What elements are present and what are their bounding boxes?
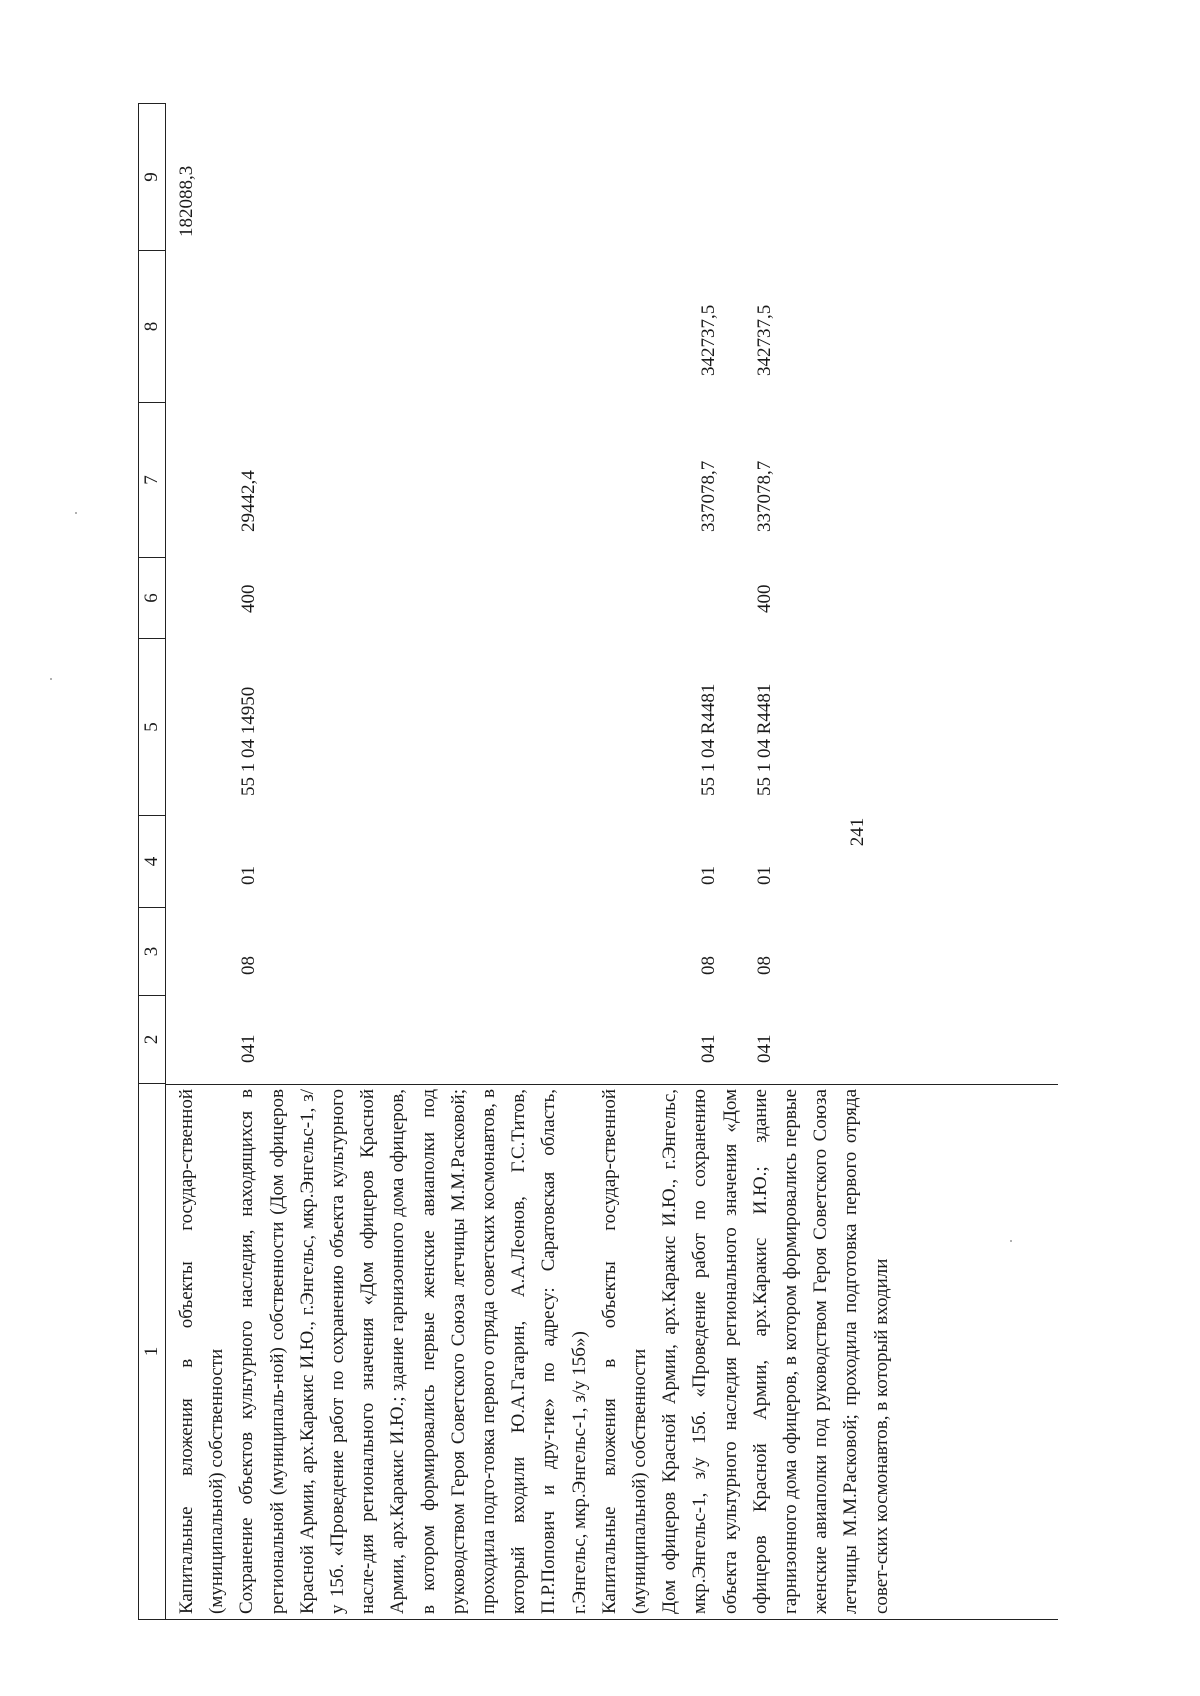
scan-speck [50, 678, 52, 680]
heritage-preservation-description: Сохранение объектов культурного наследия, находящихся в региональной (муниципаль-ной) собственности (Дом офицеров Красной Армии, арх.Каракис И.Ю., г.Энгельс, мкр.Энгельс-1, з/у 15б. «Проведение работ по сохранению объекта культурного насле-дия регионального значения «Дом офицеров Красной Армии, арх.Каракис И.Ю.; здание гарнизонного дома офицеров, в котором формировались первые женские авиаполки под руководством Героя Советского Союза летчицы М.М.Расковой; проходила подго-товка первого отряда советских космонавтов, в который входили Ю.А.Гагарин, А.А.Леонов, Г.С.Титов, П.Р.Попович и дру-гие» по адресу: Саратовская область, г.Энгельс, мкр.Энгельс-1, з/у 15б») [236, 1089, 590, 1614]
row2-subsection: 01 [238, 866, 259, 885]
row3-ministry-code: 041 [698, 1034, 719, 1063]
col-header-8: 8 [139, 251, 165, 403]
row3-target-article: 55 1 04 R4481 [698, 683, 719, 796]
col-header-7: 7 [139, 403, 165, 558]
row3-amount-8: 342737,5 [698, 304, 719, 376]
row1-total: 182088,3 [176, 165, 197, 237]
row4-amount-7: 337078,7 [754, 460, 775, 532]
row2-target-article: 55 1 04 14950 [238, 686, 259, 796]
row2-section: 08 [238, 956, 259, 975]
column-number-row [138, 103, 166, 1620]
column-rule [166, 1084, 1058, 1085]
col-header-6: 6 [139, 558, 165, 639]
col-header-3: 3 [139, 908, 165, 996]
col-header-9: 9 [139, 104, 165, 251]
budget-table [138, 55, 1058, 1620]
capital-investments-label: Капитальные вложения в объекты государ-ственной (муниципальной) собственности [176, 1089, 228, 1614]
row4-target-article: 55 1 04 R4481 [754, 683, 775, 796]
column-rule [166, 1619, 1058, 1620]
scan-speck [1010, 1240, 1012, 1242]
row4-amount-8: 342737,5 [754, 304, 775, 376]
row2-ministry-code: 041 [238, 1034, 259, 1063]
col-header-2: 2 [139, 996, 165, 1084]
page-number: 241 [847, 817, 868, 847]
row4-ministry-code: 041 [754, 1034, 775, 1063]
scan-speck [75, 512, 77, 514]
row4-expense-type: 400 [754, 584, 775, 613]
row2-amount-7: 29442,4 [238, 470, 259, 532]
officers-house-description: Дом офицеров Красной Армии, арх.Каракис И.Ю., г.Энгельс, мкр.Энгельс-1, з/у 15б. «Проведение работ по сохранению объекта культурного наследия регионального значения «Дом офицеров Красной Армии, арх.Каракис И.Ю.; здание гарнизонного дома офицеров, в котором формировались первые женские авиаполки под руководством Героя Советского Союза летчицы М.М.Расковой; проходила подготовка первого отряда совет-ских космонавтов, в который входили [659, 1089, 892, 1614]
capital-investments-label: Капитальные вложения в объекты государ-ственной (муниципальной) собственности [598, 1089, 651, 1614]
row4-section: 08 [754, 956, 775, 975]
col-header-4: 4 [139, 816, 165, 908]
col-header-1: 1 [141, 1346, 162, 1357]
row3-section: 08 [698, 956, 719, 975]
col-header-5: 5 [139, 639, 165, 816]
row3-subsection: 01 [698, 866, 719, 885]
expense-description [172, 1089, 897, 1614]
row4-subsection: 01 [754, 866, 775, 885]
row3-amount-7: 337078,7 [698, 460, 719, 532]
row2-expense-type: 400 [238, 584, 259, 613]
